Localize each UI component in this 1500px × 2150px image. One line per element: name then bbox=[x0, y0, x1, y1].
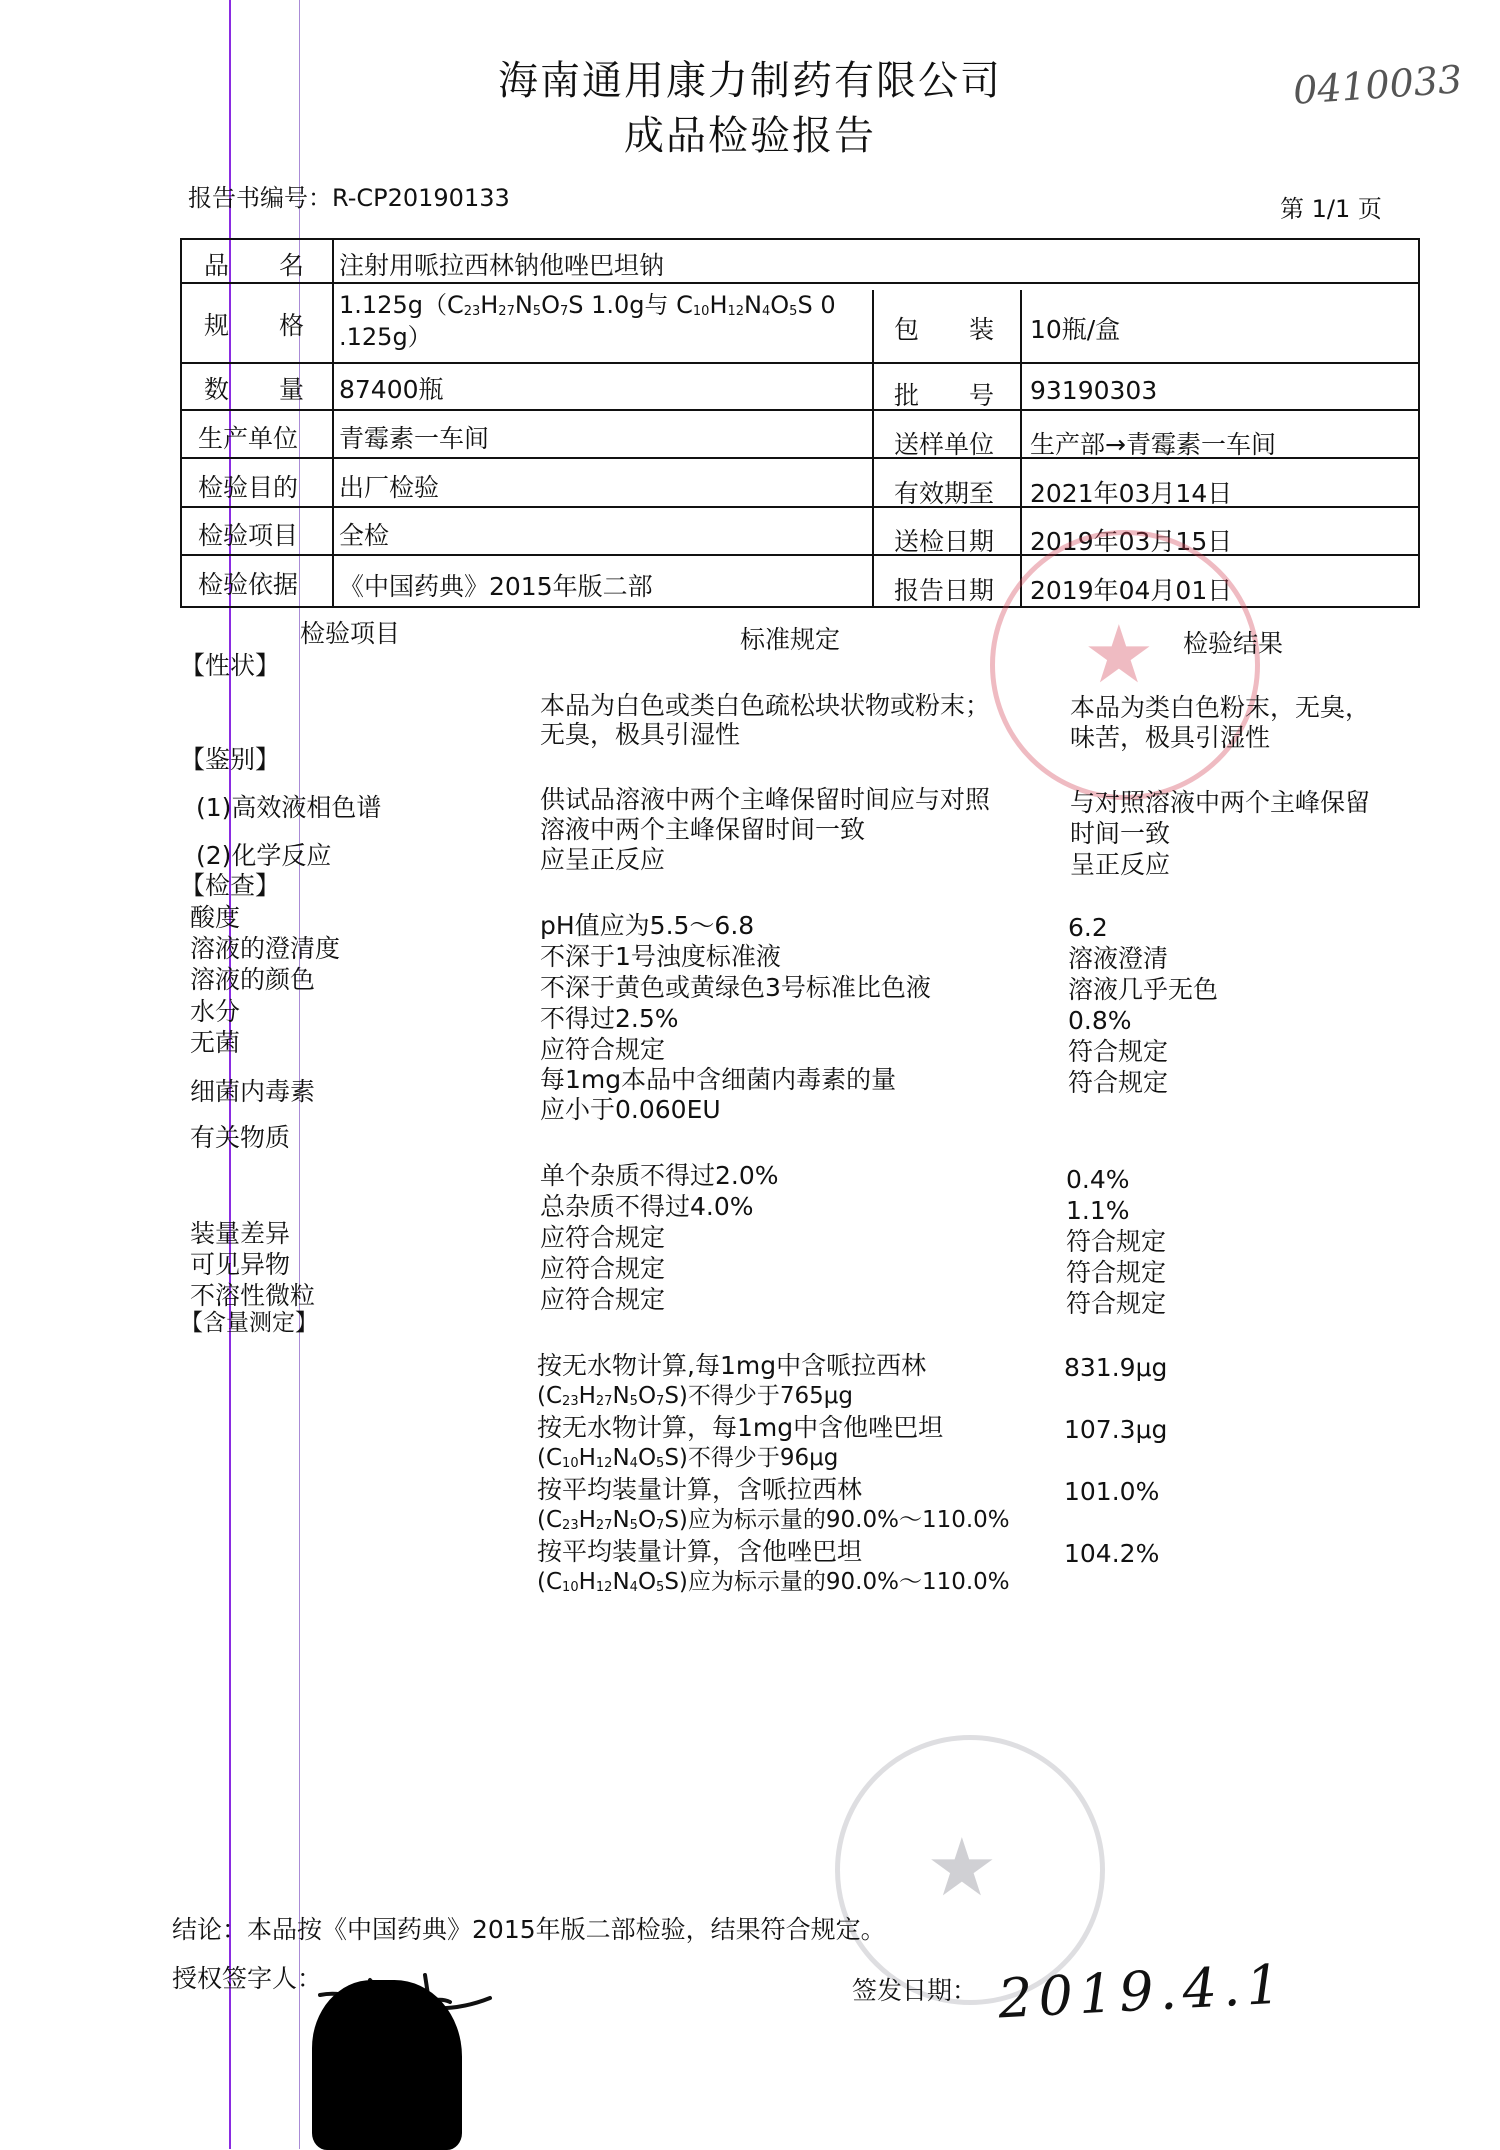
redaction-blot bbox=[312, 1980, 462, 2150]
column-result: 检验结果 bbox=[1183, 629, 1284, 658]
xz-res-2: 味苦，极具引湿性 bbox=[1070, 723, 1271, 752]
column-standard: 标准规定 bbox=[740, 625, 841, 654]
item-clarity: 溶液的澄清度 bbox=[190, 934, 341, 963]
red-seal-stamp bbox=[990, 530, 1260, 800]
single-res: 0.4% bbox=[1066, 1165, 1130, 1194]
assay3-res: 101.0% bbox=[1064, 1477, 1160, 1506]
items-value: 全检 bbox=[339, 521, 390, 550]
batch-value: 93190303 bbox=[1030, 376, 1158, 405]
qty-value: 87400瓶 bbox=[339, 375, 444, 404]
assay3-std-1: 按平均装量计算，含哌拉西林 bbox=[537, 1475, 863, 1504]
chem-std: 应呈正反应 bbox=[540, 845, 666, 874]
endo-res: 符合规定 bbox=[1068, 1068, 1169, 1097]
send-date-label: 送检日期 bbox=[894, 527, 995, 556]
expiry-value: 2021年03月14日 bbox=[1030, 479, 1233, 508]
sender-label: 送样单位 bbox=[894, 430, 995, 459]
fill-std: 应符合规定 bbox=[540, 1223, 666, 1252]
assay4-std-2: $(C_{10}H_{12}N_4O_5S)$应为标示量的90.0%～110.0% bbox=[537, 1569, 1010, 1595]
item-color: 溶液的颜色 bbox=[190, 965, 316, 994]
item-chem: (2)化学反应 bbox=[196, 841, 332, 870]
insoluble-std: 应符合规定 bbox=[540, 1285, 666, 1314]
star-icon: ★ bbox=[1083, 608, 1155, 701]
assay2-res: 107.3μg bbox=[1064, 1415, 1168, 1444]
water-res: 0.8% bbox=[1068, 1006, 1132, 1035]
xz-res-1: 本品为类白色粉末，无臭， bbox=[1070, 693, 1371, 722]
basis-value: 《中国药典》2015年版二部 bbox=[339, 572, 653, 601]
items-label: 检验项目 bbox=[198, 521, 299, 550]
visible-res: 符合规定 bbox=[1066, 1258, 1167, 1287]
section-jianbie: 【鉴别】 bbox=[180, 745, 281, 774]
item-endotoxin: 细菌内毒素 bbox=[190, 1077, 316, 1106]
assay3-std-2: $(C_{23}H_{27}N_5O_7S)$应为标示量的90.0%～110.0% bbox=[537, 1507, 1010, 1533]
issue-date-label: 签发日期： bbox=[852, 1976, 978, 2005]
company-title: 海南通用康力制药有限公司 bbox=[498, 58, 1002, 104]
item-water: 水分 bbox=[190, 997, 241, 1026]
assay2-std-2: $(C_{10}H_{12}N_4O_5S)$不得少于96μg bbox=[537, 1445, 839, 1471]
basis-label: 检验依据 bbox=[198, 570, 299, 599]
maker-value: 青霉素一车间 bbox=[339, 424, 490, 453]
pack-label: 包 装 bbox=[894, 315, 995, 344]
item-related: 有关物质 bbox=[190, 1123, 291, 1152]
qty-label: 数 量 bbox=[204, 375, 305, 404]
item-hplc: (1)高效液相色谱 bbox=[196, 793, 382, 822]
chem-res: 呈正反应 bbox=[1070, 850, 1171, 879]
assay2-std-1: 按无水物计算，每1mg中含他唑巴坦 bbox=[537, 1413, 944, 1442]
handwritten-number: 0410033 bbox=[1291, 57, 1464, 113]
batch-label: 批 号 bbox=[894, 381, 995, 410]
item-visible: 可见异物 bbox=[190, 1250, 291, 1279]
item-sterile: 无菌 bbox=[190, 1028, 241, 1057]
color-std: 不深于黄色或黄绿色3号标准比色液 bbox=[540, 973, 931, 1002]
endo-std-1: 每1mg本品中含细菌内毒素的量 bbox=[540, 1065, 897, 1094]
spec-line-2: .125g） bbox=[339, 323, 432, 351]
item-fill: 装量差异 bbox=[190, 1219, 291, 1248]
conclusion: 结论：本品按《中国药典》2015年版二部检验，结果符合规定。 bbox=[172, 1915, 886, 1944]
spec-label: 规 格 bbox=[204, 311, 305, 340]
section-xingzhuang: 【性状】 bbox=[180, 651, 281, 680]
expiry-label: 有效期至 bbox=[894, 479, 995, 508]
info-table bbox=[180, 238, 1420, 608]
report-date-value: 2019年04月01日 bbox=[1030, 576, 1233, 605]
spec-line-1: $1.125g(C_{23}H_{27}N_5O_7S$ 1.0g与 $C_{10}H_{12}N_4O_5S$ 0 bbox=[339, 291, 836, 319]
signer-label: 授权签字人： bbox=[172, 1964, 323, 1993]
report-date-label: 报告日期 bbox=[894, 576, 995, 605]
acid-std: pH值应为5.5～6.8 bbox=[540, 911, 755, 940]
product-value: 注射用哌拉西林钠他唑巴坦钠 bbox=[339, 251, 665, 280]
hplc-std-2: 溶液中两个主峰保留时间一致 bbox=[540, 815, 866, 844]
assay1-std-1: 按无水物计算,每1mg中含哌拉西林 bbox=[537, 1351, 927, 1380]
pack-value: 10瓶/盒 bbox=[1030, 315, 1121, 344]
maker-label: 生产单位 bbox=[198, 424, 299, 453]
acid-res: 6.2 bbox=[1068, 913, 1108, 942]
sender-value: 生产部→青霉素一车间 bbox=[1030, 430, 1276, 459]
section-assay: 【含量测定】 bbox=[180, 1310, 318, 1336]
purpose-value: 出厂检验 bbox=[339, 473, 440, 502]
clarity-std: 不深于1号浊度标准液 bbox=[540, 942, 781, 971]
assay4-res: 104.2% bbox=[1064, 1539, 1160, 1568]
product-label: 品 名 bbox=[204, 251, 305, 280]
clarity-res: 溶液澄清 bbox=[1068, 944, 1169, 973]
page-number: 第 1/1 页 bbox=[1280, 195, 1382, 223]
xz-std-1: 本品为白色或类白色疏松块状物或粉末； bbox=[540, 691, 991, 720]
xz-std-2: 无臭，极具引湿性 bbox=[540, 720, 741, 749]
insoluble-res: 符合规定 bbox=[1066, 1289, 1167, 1318]
issue-date-handwritten: 2019.4.1 bbox=[996, 1952, 1288, 2031]
hplc-res-1: 与对照溶液中两个主峰保留 bbox=[1070, 788, 1371, 817]
star-icon: ★ bbox=[926, 1821, 998, 1914]
purpose-label: 检验目的 bbox=[198, 473, 299, 502]
assay4-std-1: 按平均装量计算，含他唑巴坦 bbox=[537, 1537, 863, 1566]
endo-std-2: 应小于0.060EU bbox=[540, 1095, 721, 1124]
send-date-value: 2019年03月15日 bbox=[1030, 527, 1233, 556]
column-item: 检验项目 bbox=[300, 619, 401, 648]
assay1-std-2: $(C_{23}H_{27}N_5O_7S)$不得少于765μg bbox=[537, 1383, 854, 1409]
fill-res: 符合规定 bbox=[1066, 1227, 1167, 1256]
sterile-res: 符合规定 bbox=[1068, 1037, 1169, 1066]
sterile-std: 应符合规定 bbox=[540, 1035, 666, 1064]
total-res: 1.1% bbox=[1066, 1196, 1130, 1225]
water-std: 不得过2.5% bbox=[540, 1004, 679, 1033]
single-std: 单个杂质不得过2.0% bbox=[540, 1161, 779, 1190]
hplc-std-1: 供试品溶液中两个主峰保留时间应与对照 bbox=[540, 785, 991, 814]
item-acid: 酸度 bbox=[190, 903, 241, 932]
visible-std: 应符合规定 bbox=[540, 1254, 666, 1283]
item-insoluble: 不溶性微粒 bbox=[190, 1281, 316, 1310]
color-res: 溶液几乎无色 bbox=[1068, 975, 1219, 1004]
report-title: 成品检验报告 bbox=[624, 113, 876, 159]
hplc-res-2: 时间一致 bbox=[1070, 819, 1171, 848]
section-jiancha: 【检查】 bbox=[180, 871, 281, 900]
assay1-res: 831.9μg bbox=[1064, 1353, 1168, 1382]
report-number: 报告书编号：R-CP20190133 bbox=[188, 184, 510, 212]
total-std: 总杂质不得过4.0% bbox=[540, 1192, 754, 1221]
